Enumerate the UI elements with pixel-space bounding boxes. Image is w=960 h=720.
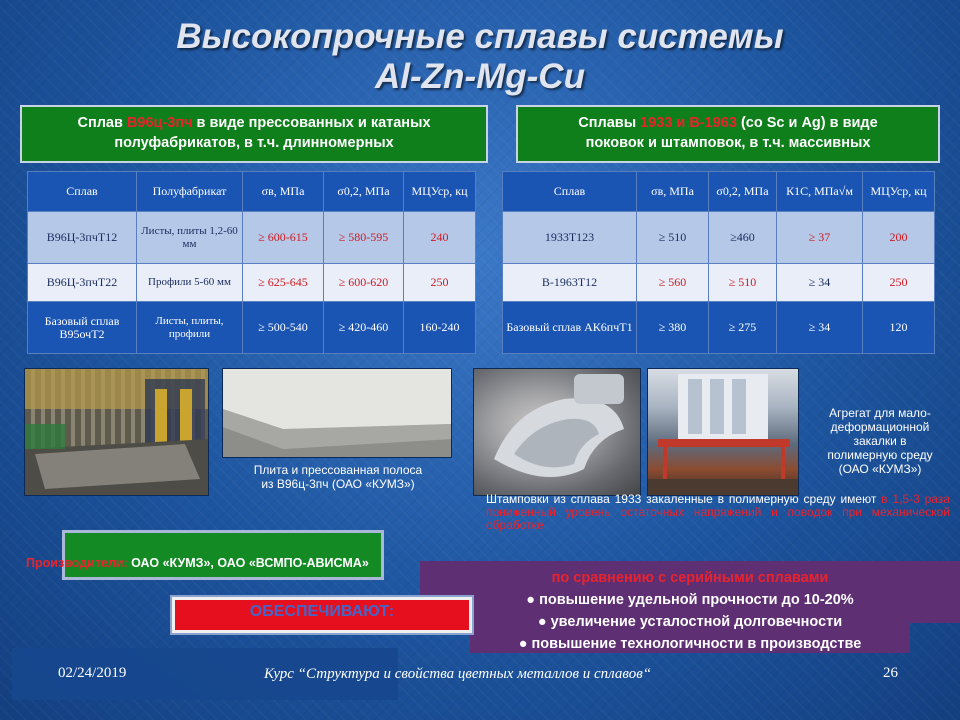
banner-left	[20, 105, 488, 163]
th-right-k1c: К1С, МПа√м	[777, 172, 863, 212]
table-row	[503, 302, 935, 354]
producers-list: ОАО «КУМЗ», ОАО «ВСМПО-АВИСМА»	[127, 556, 369, 570]
producers-line	[26, 556, 369, 570]
plate-photo	[222, 368, 452, 458]
forgings-note-text: Штамповки из сплава 1933 закаленные в полимерную среду имеют	[486, 492, 882, 506]
table-cell: Базовый сплав В95очТ2	[28, 302, 137, 354]
banner-right-alloys: 1933 и В-1963	[640, 115, 737, 131]
table-cell: ≥460	[709, 212, 777, 264]
forgings-photo	[473, 368, 641, 496]
table-cell: ≥ 34	[777, 302, 863, 354]
table-row	[503, 264, 935, 302]
benefit-item: ● увеличение усталостной долговечности	[537, 614, 843, 630]
table-row	[28, 264, 476, 302]
table-cell: ≥ 275	[709, 302, 777, 354]
table-cell: 160-240	[404, 302, 476, 354]
quench-caption-line: (ОАО «КУМЗ»)	[838, 462, 922, 476]
rolling-mill-illustration	[25, 369, 209, 496]
table-cell: ≥ 34	[777, 264, 863, 302]
table-cell: Листы, плиты 1,2-60 мм	[137, 212, 243, 264]
banner-right-pre: Сплавы	[578, 115, 641, 131]
table-cell: ≥ 600-620	[324, 264, 404, 302]
forgings-note-highlight: в 1,5-3 раза пониженный уровень остаточных напряжений и поводок при механической обработке	[486, 492, 950, 532]
th-left-sigma-b: σв, МПа	[243, 172, 324, 212]
banner-left-line2: полуфабрикатов, в т.ч. длинномерных	[114, 135, 394, 151]
benefits-head: по сравнению с серийными сплавами	[551, 570, 829, 586]
table-cell: ≥ 420-460	[324, 302, 404, 354]
table-cell: 120	[863, 302, 935, 354]
table-cell: ≥ 510	[637, 212, 709, 264]
plate-caption	[222, 463, 454, 491]
th-right-mcu: МЦУср, кц	[863, 172, 935, 212]
footer-date: 02/24/2019	[58, 665, 127, 681]
table-cell: ≥ 600-615	[243, 212, 324, 264]
ensure-label: ОБЕСПЕЧИВАЮТ:	[249, 603, 395, 620]
banner-right-post: (со Sc и Ag) в виде	[736, 115, 878, 131]
banner-right	[516, 105, 940, 163]
table-cell: В96Ц-3пчТ22	[28, 264, 137, 302]
plate-caption-line1: Плита и прессованная полоса	[253, 463, 423, 477]
th-right-alloy: Сплав	[503, 172, 637, 212]
table-cell: ≥ 625-645	[243, 264, 324, 302]
table-cell: 1933Т123	[503, 212, 637, 264]
page-title-line2: Al-Zn-Mg-Cu	[375, 57, 585, 96]
banner-left-post: в виде прессованных и катаных	[192, 115, 431, 131]
table-cell: 250	[863, 264, 935, 302]
table-cell: В-1963Т12	[503, 264, 637, 302]
banner-left-alloy: В96ц-3пч	[126, 115, 193, 131]
quench-caption	[805, 406, 955, 476]
banner-left-pre: Сплав	[77, 115, 127, 131]
forgings-note	[486, 493, 950, 532]
table-cell: 250	[404, 264, 476, 302]
quench-caption-line: полимерную среду	[827, 448, 933, 462]
table-cell: ≥ 560	[637, 264, 709, 302]
page-title-line1: Высокопрочные сплавы системы	[176, 17, 784, 56]
plate-caption-line2: из В96ц-3пч (ОАО «КУМЗ»)	[261, 477, 415, 491]
table-left	[27, 171, 476, 354]
th-left-mcu: МЦУср, кц	[404, 172, 476, 212]
table-cell: 240	[404, 212, 476, 264]
quench-caption-line: деформационной	[830, 420, 930, 434]
table-cell: 200	[863, 212, 935, 264]
table-cell: ≥ 510	[709, 264, 777, 302]
producers-label: Производители:	[26, 556, 128, 570]
quench-caption-line: Агрегат для мало-	[829, 406, 931, 420]
quench-unit-photo	[647, 368, 799, 496]
benefit-item: ● повышение технологичности в производстве	[518, 636, 862, 652]
table-cell: ≥ 580-595	[324, 212, 404, 264]
quench-unit-illustration	[648, 369, 799, 496]
th-left-alloy: Сплав	[28, 172, 137, 212]
table-row	[28, 212, 476, 264]
th-left-sigma-02: σ0,2, МПа	[324, 172, 404, 212]
table-right	[502, 171, 935, 354]
th-left-semi: Полуфабрикат	[137, 172, 243, 212]
forgings-illustration	[474, 369, 641, 496]
table-cell: В96Ц-3пчТ12	[28, 212, 137, 264]
plate-illustration	[223, 369, 452, 458]
table-cell: ≥ 37	[777, 212, 863, 264]
rolling-mill-photo	[24, 368, 209, 496]
table-row	[503, 212, 935, 264]
benefit-item: ● повышение удельной прочности до 10-20%	[526, 592, 854, 608]
producers-box	[62, 530, 384, 580]
table-row	[28, 302, 476, 354]
footer-course: Курс “Структура и свойства цветных металлов и сплавов“	[264, 666, 652, 682]
banner-right-line2: поковок и штамповок, в т.ч. массивных	[585, 135, 871, 151]
quench-caption-line: закалки в	[853, 434, 907, 448]
table-cell: ≥ 500-540	[243, 302, 324, 354]
table-cell: ≥ 380	[637, 302, 709, 354]
table-cell: Листы, плиты, профили	[137, 302, 243, 354]
th-right-sigma-b: σв, МПа	[637, 172, 709, 212]
table-cell: Профили 5-60 мм	[137, 264, 243, 302]
th-right-sigma-02: σ0,2, МПа	[709, 172, 777, 212]
footer-page-number: 26	[883, 665, 898, 681]
table-cell: Базовый сплав АК6пчТ1	[503, 302, 637, 354]
